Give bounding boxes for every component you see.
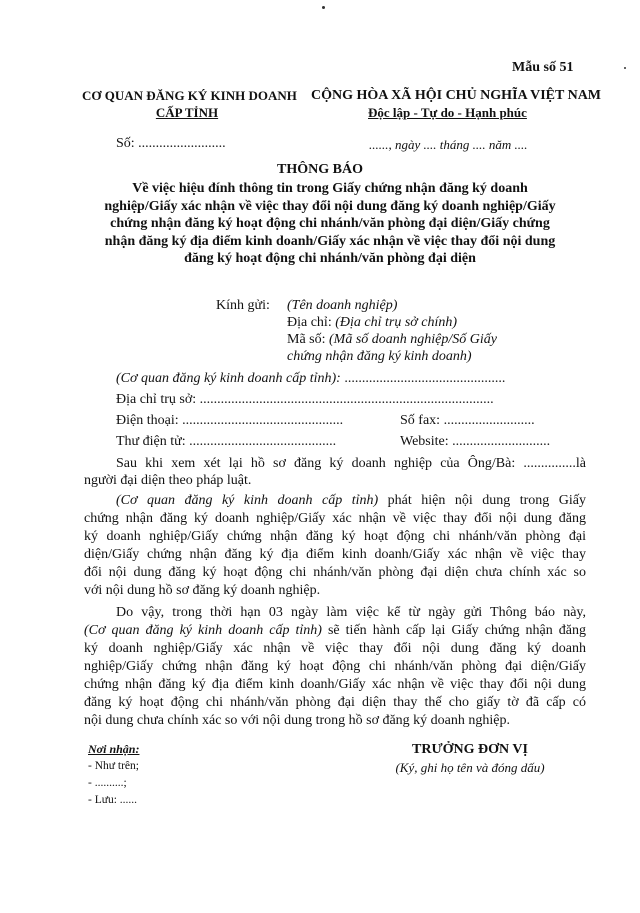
recipients-item: - ..........; bbox=[88, 777, 127, 789]
paragraph2-line: diện/Giấy chứng nhận đăng ký địa điểm kinh doanh/Giấy xác nhận về việc thay bbox=[84, 547, 586, 562]
paragraph3-line: ký doanh nghiệp/Giấy xác nhận về việc thay đổi nội dung đăng ký doanh bbox=[84, 641, 586, 656]
paragraph3-line: nội dung chưa chính xác so với nội dung trong hồ sơ đăng ký doanh nghiệp. bbox=[84, 713, 511, 728]
country-name: CỘNG HÒA XÃ HỘI CHỦ NGHĨA VIỆT NAM bbox=[311, 88, 602, 103]
website-field-dots: ............................ bbox=[452, 434, 551, 449]
fax-field-dots: .......................... bbox=[443, 413, 535, 428]
paragraph3-agency: (Cơ quan đăng ký kinh doanh cấp tỉnh) bbox=[84, 623, 322, 638]
paragraph2-line: đổi nội dung đăng ký hoạt động chi nhánh/văn phòng đại diện chưa chính xác so bbox=[84, 565, 586, 580]
paragraph3-line: đăng ký hoạt động chi nhánh/văn phòng đại diện thay thế cho giấy tờ đã cấp có bbox=[84, 695, 586, 710]
email-field bbox=[116, 434, 336, 450]
agency-field-dots: .............................................. bbox=[344, 371, 506, 386]
paragraph1-line: người đại diện theo pháp luật. bbox=[84, 473, 252, 488]
subject-line: nhận đăng ký địa điểm kinh doanh/Giấy xác nhận về việc thay đổi nội dung bbox=[104, 233, 556, 249]
recipient-code-value: (Mã số doanh nghiệp/Số Giấy bbox=[329, 332, 497, 347]
fax-field-label: Số fax: bbox=[400, 413, 441, 428]
signature-title: TRƯỞNG ĐƠN VỊ bbox=[412, 742, 528, 757]
agency-field bbox=[116, 371, 505, 387]
recipient-label: Kính gửi: bbox=[216, 298, 270, 313]
document-number: Số: ......................... bbox=[116, 136, 226, 151]
subject-line: chứng nhận đăng ký hoạt động chi nhánh/văn phòng đại diện/Giấy chứng bbox=[110, 216, 550, 231]
paragraph3-text: sẽ tiến hành cấp lại Giấy chứng nhận đăng bbox=[327, 623, 586, 638]
address-field-label: Địa chỉ trụ sở: bbox=[116, 392, 197, 407]
recipients-item: - Như trên; bbox=[88, 760, 139, 772]
website-field bbox=[400, 434, 550, 450]
notice-title: THÔNG BÁO bbox=[277, 162, 363, 177]
scan-speck bbox=[624, 67, 626, 69]
national-motto: Độc lập - Tự do - Hạnh phúc bbox=[368, 105, 527, 120]
agency-line2: CẤP TỈNH bbox=[155, 105, 219, 120]
subject-line: đăng ký hoạt động chi nhánh/văn phòng đại diện bbox=[184, 251, 476, 266]
notice-subject bbox=[60, 180, 600, 268]
signature-note: (Ký, ghi họ tên và đóng dấu) bbox=[395, 760, 545, 775]
recipient-code-line2: chứng nhận đăng ký kinh doanh) bbox=[287, 349, 472, 364]
address-field bbox=[116, 392, 494, 408]
recipient-code-label: Mã số: bbox=[287, 332, 326, 347]
recipient-address bbox=[287, 315, 457, 331]
recipient-address-value: (Địa chỉ trụ sở chính) bbox=[335, 315, 458, 330]
document-date: ......, ngày .... tháng .... năm .... bbox=[369, 137, 528, 152]
recipient-name: (Tên doanh nghiệp) bbox=[287, 298, 398, 313]
scan-speck bbox=[322, 6, 325, 9]
website-field-label: Website: bbox=[400, 434, 449, 449]
paragraph2-agency: (Cơ quan đăng ký kinh doanh cấp tỉnh) bbox=[116, 493, 379, 508]
fax-field bbox=[400, 413, 535, 429]
paragraph3-first-line: Do vậy, trong thời hạn 03 ngày làm việc kể từ ngày gửi Thông báo này, bbox=[116, 605, 586, 620]
agency-line1: CƠ QUAN ĐĂNG KÝ KINH DOANH bbox=[82, 88, 297, 103]
paragraph2-line: chứng nhận đăng ký doanh nghiệp/Giấy xác nhận về việc thay đổi nội dung đăng bbox=[84, 511, 586, 526]
paragraph2-first-line bbox=[116, 492, 586, 509]
paragraph3-line: nghiệp/Giấy chứng nhận đăng ký hoạt động chi nhánh/văn phòng đại diện/Giấy bbox=[84, 659, 586, 674]
recipients-label: Nơi nhận: bbox=[88, 742, 140, 756]
paragraph1-line: Sau khi xem xét lại hồ sơ đăng ký doanh nghiệp của Ông/Bà: ...............là bbox=[116, 456, 586, 471]
phone-field-dots: .............................................. bbox=[182, 413, 344, 428]
email-field-label: Thư điện tử: bbox=[116, 434, 186, 449]
paragraph2-text: phát hiện nội dung trong Giấy bbox=[387, 493, 586, 508]
agency-field-label: (Cơ quan đăng ký kinh doanh cấp tỉnh): bbox=[116, 371, 341, 386]
form-number: Mẫu số 51 bbox=[512, 60, 574, 75]
paragraph3-line: chứng nhận đăng ký địa điểm kinh doanh/Giấy xác nhận về việc thay đổi nội dung bbox=[84, 677, 586, 692]
recipient-code bbox=[287, 332, 497, 348]
address-field-dots: .................................................................................... bbox=[199, 392, 494, 407]
paragraph2-line: với nội dung hồ sơ đăng ký doanh nghiệp. bbox=[84, 583, 321, 598]
phone-field bbox=[116, 413, 343, 429]
recipients-item: - Lưu: ...... bbox=[88, 794, 138, 806]
email-field-dots: .......................................... bbox=[189, 434, 337, 449]
paragraph2-line: ký doanh nghiệp/Giấy chứng nhận đăng ký hoạt động chi nhánh/văn phòng đại bbox=[84, 529, 586, 544]
paragraph3-second-line bbox=[84, 622, 586, 639]
phone-field-label: Điện thoại: bbox=[116, 413, 179, 428]
subject-line: Về việc hiệu đính thông tin trong Giấy chứng nhận đăng ký doanh bbox=[132, 181, 528, 196]
subject-line: nghiệp/Giấy xác nhận về việc thay đổi nội dung đăng ký doanh nghiệp/Giấy bbox=[104, 198, 556, 214]
recipient-address-label: Địa chỉ: bbox=[287, 315, 332, 330]
